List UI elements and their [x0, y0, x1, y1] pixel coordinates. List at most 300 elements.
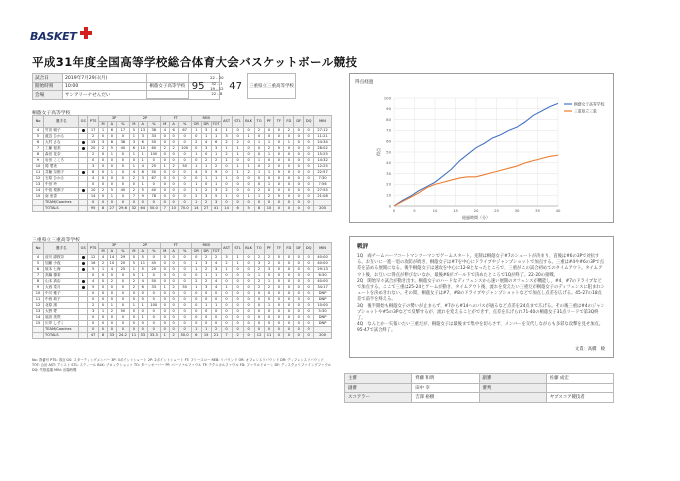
comment-paragraph-4: 4Q なんとか一矢報いたい三重だが、桐蔭女子は最後まで集中を切らさず、メンバーを交代しながらも多彩な攻撃を見せ加点。95-47で試合終了。 — [357, 322, 604, 334]
starter-dot-icon — [82, 256, 85, 259]
stat-cell: 5 — [138, 255, 147, 261]
official-row — [345, 383, 614, 393]
stat-cell: 3 — [130, 140, 139, 146]
stat-cell: 0 — [232, 285, 243, 291]
stat-cell: 0 — [191, 321, 201, 327]
stat-cell: 0 — [304, 182, 314, 188]
stat-cell: 0 — [274, 194, 284, 200]
stat-cell: 50 — [116, 309, 129, 315]
stat-cell: 11 — [33, 297, 44, 303]
stat-cell: 3 — [264, 267, 274, 273]
stat-cell: 0 — [294, 158, 304, 164]
stat-cell: 34:17 — [314, 285, 332, 291]
stat-cell: 0 — [116, 176, 129, 182]
stat-cell: 1 — [191, 152, 201, 158]
stat-cell: 0 — [304, 291, 314, 297]
column-header: DF — [294, 116, 304, 128]
stat-cell: 1 — [99, 128, 108, 134]
stat-cell: 0 — [274, 315, 284, 321]
stat-cell: 2 — [211, 327, 221, 333]
stat-cell: 0 — [294, 273, 304, 279]
stat-cell: 0 — [99, 182, 108, 188]
stat-cell: 8 — [33, 152, 44, 158]
stat-cell: 0 — [191, 303, 201, 309]
player-name: 井藤 奈都子 — [44, 170, 79, 176]
stat-cell: 3 — [201, 285, 211, 291]
totals-row — [33, 206, 332, 212]
stat-cell: 0 — [99, 200, 108, 206]
column-subheader: A — [169, 249, 178, 255]
stat-cell: 1 — [107, 152, 116, 158]
stat-cell: 4 — [138, 164, 147, 170]
stat-cell: 2 — [254, 128, 264, 134]
stat-cell: 40 — [116, 188, 129, 194]
stat-cell: 0 — [130, 309, 139, 315]
stat-cell: 0 — [178, 327, 191, 333]
stat-cell: 1 — [191, 128, 201, 134]
stat-cell: 13 — [138, 128, 147, 134]
stat-cell: 0 — [160, 194, 169, 200]
away-score: 47 — [229, 80, 243, 92]
stat-cell: 0 — [130, 315, 139, 321]
stat-cell: 0 — [294, 297, 304, 303]
stat-cell: 2 — [99, 188, 108, 194]
stat-cell: 0 — [178, 134, 191, 140]
stat-cell: 0 — [160, 200, 169, 206]
stat-cell: 0 — [178, 267, 191, 273]
stat-cell: 0 — [243, 200, 254, 206]
stat-cell: 6 — [232, 206, 243, 212]
column-subheader: % — [116, 122, 129, 128]
stat-cell: 0 — [178, 188, 191, 194]
stat-cell: 0 — [169, 255, 178, 261]
stat-cell: 2 — [201, 279, 211, 285]
stat-cell: 0 — [178, 297, 191, 303]
x-tick-label: 35 — [535, 208, 540, 213]
stat-cell: 0 — [160, 309, 169, 315]
stat-cell: 0 — [178, 176, 191, 182]
stat-cell: 0 — [99, 194, 108, 200]
stat-cell: 0 — [284, 267, 294, 273]
stat-cell: 0 — [254, 297, 264, 303]
stat-cell: 0 — [243, 261, 254, 267]
stat-cell: 1 — [211, 303, 221, 309]
stat-cell: 9 — [138, 194, 147, 200]
stat-cell: 10 — [169, 206, 178, 212]
stat-cell: 3 — [221, 255, 232, 261]
official-role — [479, 393, 546, 403]
stat-cell: 64 — [138, 206, 147, 212]
stat-cell: 0 — [191, 255, 201, 261]
stat-cell: 78 — [147, 194, 160, 200]
column-header: TF — [274, 116, 284, 128]
stat-cell: 0 — [221, 327, 232, 333]
stat-cell: 33 — [147, 134, 160, 140]
stat-cell: 33.3 — [147, 333, 160, 339]
stat-cell: 0 — [99, 303, 108, 309]
stat-cell: 2 — [99, 146, 108, 152]
stat-cell: 0 — [147, 200, 160, 206]
stat-cell: 7 — [221, 333, 232, 339]
stat-cell: 14 — [88, 194, 99, 200]
stat-cell: 0 — [284, 327, 294, 333]
stat-cell: 0 — [116, 297, 129, 303]
stat-cell: 0 — [116, 170, 129, 176]
stat-cell: 0 — [107, 297, 116, 303]
player-name: 中川 雅子 — [44, 291, 79, 297]
stat-cell: 0 — [304, 134, 314, 140]
stat-cell: 5 — [211, 194, 221, 200]
stat-cell: 0 — [107, 291, 116, 297]
stat-cell: 1 — [130, 303, 139, 309]
stat-cell: 33 — [138, 333, 147, 339]
stat-cell: 2 — [107, 279, 116, 285]
stat-cell: 0 — [284, 285, 294, 291]
stat-cell: 100 — [178, 146, 191, 152]
stat-cell: 0 — [221, 303, 232, 309]
stat-cell: 28:02 — [314, 146, 332, 152]
stat-cell: DNP — [314, 321, 332, 327]
stat-cell: 0 — [274, 206, 284, 212]
stat-cell: 3 — [138, 176, 147, 182]
stat-cell: 1 — [138, 158, 147, 164]
player-name: 南 里香 — [44, 194, 79, 200]
column-header: 選手名 — [44, 243, 79, 255]
stat-cell: 0 — [304, 321, 314, 327]
stat-cell: 0 — [116, 279, 129, 285]
stat-cell: 0 — [232, 182, 243, 188]
stat-cell: 2 — [201, 267, 211, 273]
stat-cell: 0 — [274, 164, 284, 170]
info-value: 2019年7月29日(月) — [63, 74, 220, 83]
stat-cell: 0 — [294, 315, 304, 321]
stat-cell: 0 — [304, 146, 314, 152]
stat-cell: 8 — [107, 140, 116, 146]
stat-cell: 0 — [264, 315, 274, 321]
stat-cell: 0 — [130, 321, 139, 327]
stat-cell: 0 — [169, 327, 178, 333]
column-header: PTS — [88, 243, 99, 255]
stat-cell: 0 — [221, 279, 232, 285]
stat-cell: 1 — [211, 134, 221, 140]
stat-cell: 0 — [160, 255, 169, 261]
stat-cell: 0 — [147, 158, 160, 164]
stat-cell: 4 — [211, 279, 221, 285]
stat-cell: 0 — [294, 140, 304, 146]
stat-cell: 0 — [274, 140, 284, 146]
stat-cell: 0 — [107, 327, 116, 333]
stat-cell: 8 — [99, 333, 108, 339]
stat-cell — [33, 333, 44, 339]
stat-cell: 0 — [294, 309, 304, 315]
stat-cell: 0 — [99, 285, 108, 291]
stat-cell: 0 — [274, 303, 284, 309]
stat-cell: 0 — [116, 158, 129, 164]
stat-cell: 5 — [88, 267, 99, 273]
stat-cell: 0 — [294, 291, 304, 297]
score-progress-chart — [349, 73, 614, 223]
stat-cell: 0 — [264, 309, 274, 315]
stat-cell: 3 — [138, 134, 147, 140]
player-name: 前川 緋桜奈 — [44, 255, 79, 261]
stat-cell: 0 — [191, 315, 201, 321]
stat-cell: 0 — [274, 309, 284, 315]
stat-cell: 0 — [160, 158, 169, 164]
stat-cell: 2 — [201, 158, 211, 164]
stat-cell: 0 — [294, 200, 304, 206]
stat-cell: 4 — [33, 255, 44, 261]
stat-cell: 2 — [130, 176, 139, 182]
stat-cell: 27:12 — [314, 128, 332, 134]
away-box-label: 三重県立三重高等学校 — [32, 238, 80, 243]
stat-cell: 2 — [169, 164, 178, 170]
stat-cell: 0 — [160, 279, 169, 285]
stat-cell: 0 — [264, 200, 274, 206]
official-role: 副審 — [479, 374, 546, 384]
stat-cell: 1 — [191, 200, 201, 206]
stat-cell: 6 — [138, 140, 147, 146]
stat-cell: 2 — [169, 146, 178, 152]
stat-cell: 10 — [107, 261, 116, 267]
stat-cell: 1 — [191, 261, 201, 267]
stat-cell: 0 — [169, 303, 178, 309]
stat-cell: 5 — [138, 267, 147, 273]
stat-cell: 20 — [88, 146, 99, 152]
starter-dot-icon — [82, 262, 85, 265]
stat-cell: 0 — [99, 279, 108, 285]
column-header: PF — [264, 243, 274, 255]
stat-cell: 1 — [221, 285, 232, 291]
stat-cell: 0 — [294, 176, 304, 182]
stat-cell: 0 — [99, 164, 108, 170]
stat-cell: 0 — [294, 303, 304, 309]
column-subheader: M — [160, 122, 169, 128]
stat-cell: 1 — [201, 303, 211, 309]
stat-cell: 5 — [243, 206, 254, 212]
stat-cell: 0 — [88, 273, 99, 279]
stat-cell: 1 — [211, 152, 221, 158]
stat-cell: 0 — [232, 321, 243, 327]
column-header: 選手名 — [44, 116, 79, 128]
stat-cell: 0 — [243, 327, 254, 333]
stat-cell: 0 — [243, 321, 254, 327]
stat-cell: 22:57 — [314, 170, 332, 176]
stat-cell: 0 — [304, 327, 314, 333]
stat-cell: 100 — [147, 303, 160, 309]
stat-cell: 4 — [211, 285, 221, 291]
stat-cell: 1 — [99, 309, 108, 315]
official-role: スコアラー — [345, 393, 412, 403]
stat-cell: 6 — [33, 140, 44, 146]
y-tick-label: 70 — [386, 127, 391, 133]
stat-cell: 0 — [221, 164, 232, 170]
stat-cell: 2 — [211, 158, 221, 164]
stat-cell: 1 — [201, 164, 211, 170]
stat-cell: 0 — [304, 267, 314, 273]
info-key: 会場 — [33, 91, 63, 100]
stat-cell: 0 — [160, 321, 169, 327]
official-name: ヤブスコア競技者 — [546, 393, 613, 403]
stat-cell: 0 — [169, 140, 178, 146]
player-name: 北原 凛 — [44, 303, 79, 309]
stat-cell: 3 — [211, 267, 221, 273]
info-key: 試合日 — [33, 74, 63, 83]
stat-cell: 0 — [284, 303, 294, 309]
stat-cell: 0 — [274, 333, 284, 339]
stat-cell: 0 — [178, 200, 191, 206]
stat-cell: 6:30 — [314, 273, 332, 279]
stat-cell: 0 — [304, 315, 314, 321]
stat-cell: 7:56 — [314, 182, 332, 188]
stat-cell: 20 — [116, 261, 129, 267]
stat-cell: 0 — [243, 158, 254, 164]
stat-cell: 0 — [160, 297, 169, 303]
stat-cell: 1 — [107, 303, 116, 309]
stat-cell: 1 — [138, 303, 147, 309]
stat-cell: 1 — [191, 182, 201, 188]
stat-cell: 10 — [33, 164, 44, 170]
stat-cell: 0 — [130, 182, 139, 188]
stat-cell: 1 — [138, 315, 147, 321]
stat-cell: 0 — [88, 327, 99, 333]
stat-cell: 5 — [33, 134, 44, 140]
stat-cell: 0 — [211, 291, 221, 297]
stat-cell: 0 — [99, 291, 108, 297]
stat-cell: 0 — [178, 315, 191, 321]
stat-cell: 1 — [232, 164, 243, 170]
player-name: 工藤 留美 — [44, 146, 79, 152]
y-tick-label: 10 — [386, 192, 391, 198]
stat-cell: 1 — [160, 285, 169, 291]
stat-cell: 5 — [138, 188, 147, 194]
stat-cell: 70.0 — [178, 206, 191, 212]
stat-cell: 0 — [294, 206, 304, 212]
stat-cell: 2 — [169, 333, 178, 339]
stat-cell: 0 — [284, 146, 294, 152]
stat-cell: 1 — [254, 158, 264, 164]
column-group-header: REB — [191, 116, 221, 122]
stat-cell: 0 — [169, 261, 178, 267]
stat-cell: 0 — [232, 176, 243, 182]
basket-logo — [30, 30, 94, 44]
stat-cell: 0 — [284, 188, 294, 194]
stat-cell: 4 — [138, 279, 147, 285]
stat-cell: 0 — [169, 176, 178, 182]
stat-cell: 0 — [221, 297, 232, 303]
stat-cell: 0 — [138, 309, 147, 315]
stat-cell: 2 — [99, 261, 108, 267]
stat-cell: 7 — [33, 273, 44, 279]
column-subheader: M — [130, 122, 139, 128]
away-team-name: 三重県立三重高等学校 — [247, 73, 296, 99]
stat-cell: 1 — [232, 146, 243, 152]
stat-cell: 0 — [254, 321, 264, 327]
stat-cell: 2 — [254, 279, 264, 285]
stat-cell: 0 — [160, 140, 169, 146]
starter-dot-icon — [82, 171, 85, 174]
official-role: 審判 — [479, 383, 546, 393]
stat-cell: 2 — [191, 279, 201, 285]
stat-cell: 3 — [211, 188, 221, 194]
stat-cell: 1 — [232, 152, 243, 158]
stat-cell: 0 — [116, 194, 129, 200]
stat-cell: 0 — [284, 255, 294, 261]
stat-cell: 0 — [284, 194, 294, 200]
stat-cell: 0 — [232, 315, 243, 321]
stat-cell: 0 — [274, 327, 284, 333]
stat-cell: 0 — [169, 315, 178, 321]
stat-cell: 0 — [221, 321, 232, 327]
stat-cell: 0 — [284, 297, 294, 303]
stat-cell: 0 — [294, 285, 304, 291]
column-header: GS — [79, 243, 88, 255]
stat-cell: 0 — [99, 297, 108, 303]
stat-cell: 0 — [147, 321, 160, 327]
stat-cell: 0 — [274, 158, 284, 164]
stat-cell: 0 — [243, 297, 254, 303]
stat-cell: 0 — [160, 134, 169, 140]
stat-cell: 95 — [88, 206, 99, 212]
stat-cell: 1 — [130, 267, 139, 273]
stat-cell: 0 — [147, 327, 160, 333]
stat-cell: 3 — [201, 128, 211, 134]
column-group-header: 3P — [99, 116, 130, 122]
stat-cell: 0 — [160, 176, 169, 182]
stat-cell: 5:30 — [314, 309, 332, 315]
stat-cell: 0 — [243, 315, 254, 321]
stat-cell: 1 — [221, 267, 232, 273]
starter-dot-icon — [82, 280, 85, 283]
stat-cell: 0 — [107, 321, 116, 327]
starter-dot-icon — [82, 147, 85, 150]
stat-cell: 8 — [88, 170, 99, 176]
column-subheader: A — [169, 122, 178, 128]
home-box-label: 桐蔭女子高等学校 — [32, 111, 71, 116]
stat-cell: 0 — [232, 158, 243, 164]
stat-cell: 2 — [254, 267, 264, 273]
stat-cell: 0 — [191, 297, 201, 303]
stat-cell: 50 — [178, 164, 191, 170]
stat-cell: 2 — [264, 255, 274, 261]
stat-cell: 0 — [284, 134, 294, 140]
column-header: FD — [284, 243, 294, 255]
stat-cell: 0 — [116, 134, 129, 140]
stat-cell: 0 — [201, 152, 211, 158]
player-name: 川岸 しずく — [44, 321, 79, 327]
stat-cell: 0 — [116, 152, 129, 158]
stat-cell: 0 — [160, 327, 169, 333]
stat-cell: 0 — [284, 206, 294, 212]
player-name: 加藤 小夜 — [44, 261, 79, 267]
column-subheader: DR — [201, 249, 211, 255]
stat-cell: 38 — [147, 128, 160, 134]
stat-cell: 0 — [160, 182, 169, 188]
stat-cell: 16 — [88, 261, 99, 267]
stat-cell: 0 — [274, 291, 284, 297]
column-subheader: % — [116, 249, 129, 255]
stat-cell: 1 — [254, 273, 264, 279]
stat-cell: 1 — [232, 261, 243, 267]
stat-cell: 0 — [274, 188, 284, 194]
stat-cell: 0 — [294, 333, 304, 339]
stat-cell: 0 — [294, 261, 304, 267]
stat-cell: 0 — [284, 279, 294, 285]
stat-cell: 0 — [304, 261, 314, 267]
stat-cell: 24:34 — [314, 140, 332, 146]
stat-cell: 6 — [169, 128, 178, 134]
column-group-header: REB — [191, 243, 221, 249]
stat-cell: 0 — [201, 297, 211, 303]
